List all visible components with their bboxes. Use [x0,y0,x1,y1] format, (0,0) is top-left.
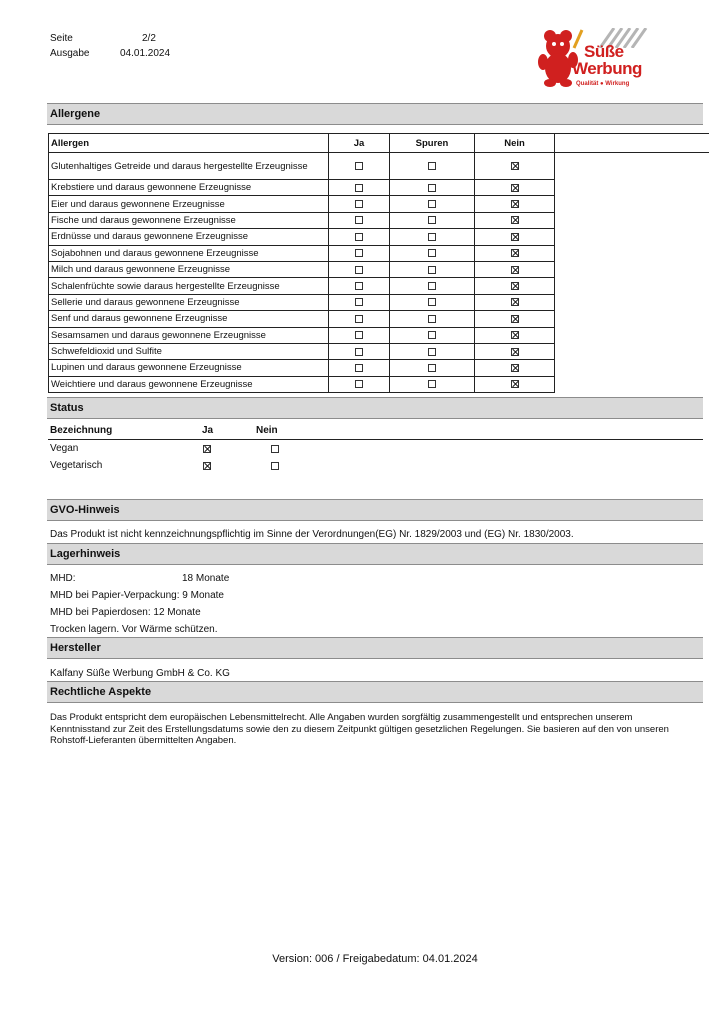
allergen-ja-cell [329,294,390,310]
nein-checkbox [511,331,519,339]
spuren-checkbox [428,282,436,290]
allergen-nein-cell [475,212,555,228]
legal-text: Das Produkt entspricht dem europäischen Lebensmittelrecht. Alle Angaben wurden sorgfältig zusammengestellt und entsprechen unserem Kenntnisstand zur Zeit des Erstellungsdatums sowie den zu diesem Zeitpunkt gültigen gesetzlichen Regelungen. Sie basieren auf den von unseren Rohstoff-Lieferanten übermittelten Angaben. [50,712,669,746]
logo-line1: Süße [584,42,624,61]
table-row [49,245,710,261]
spuren-checkbox [428,200,436,208]
spuren-checkbox [428,184,436,192]
company-logo [536,26,652,92]
nein-checkbox [511,315,519,323]
spuren-checkbox [428,348,436,356]
status-col-ja: Ja [202,425,214,436]
ja-checkbox [355,266,363,274]
ja-checkbox [355,216,363,224]
allergen-table [48,133,709,393]
ja-checkbox [355,200,363,208]
storage-section-title: Lagerhinweis [47,543,703,565]
status-nein-checkbox [271,445,279,453]
allergen-name: Krebstiere und daraus gewonnene Erzeugnisse [49,180,329,196]
nein-checkbox [511,216,519,224]
table-row [49,180,710,196]
table-row [49,294,710,310]
spuren-checkbox [428,380,436,388]
allergen-spuren-cell [390,196,475,212]
table-row [49,327,710,343]
allergen-name: Weichtiere und daraus gewonnene Erzeugnisse [49,376,329,392]
allergen-spuren-cell [390,311,475,327]
table-row [49,212,710,228]
gvo-section-title: GVO-Hinweis [47,499,703,521]
status-nein-checkbox [271,462,279,470]
page-value: 2/2 [142,33,156,44]
manufacturer-section-title: Hersteller [47,637,703,659]
nein-checkbox [511,298,519,306]
allergen-spuren-cell [390,327,475,343]
allergen-nein-cell [475,261,555,277]
allergens-section-title: Allergene [47,103,703,125]
allergen-name: Sellerie und daraus gewonnene Erzeugnisse [49,294,329,310]
allergen-nein-cell [475,327,555,343]
edition-value: 04.01.2024 [120,48,171,59]
nein-checkbox [511,200,519,208]
allergen-ja-cell [329,261,390,277]
allergen-spuren-cell [390,376,475,392]
spuren-checkbox [428,162,436,170]
ja-checkbox [355,162,363,170]
allergen-spuren-cell [390,180,475,196]
allergen-ja-cell [329,343,390,359]
status-name: Vegan [50,443,79,454]
ja-checkbox [355,184,363,192]
allergen-nein-cell [475,294,555,310]
allergen-name: Glutenhaltiges Getreide und daraus hergestellte Erzeugnisse [49,153,329,180]
allergen-nein-cell [475,278,555,294]
page-label: Seite [50,33,73,44]
table-row [49,376,710,392]
allergen-ja-cell [329,245,390,261]
nein-checkbox [511,348,519,356]
table-row [49,261,710,277]
nein-checkbox [511,282,519,290]
spuren-checkbox [428,266,436,274]
allergen-ja-cell [329,278,390,294]
allergen-nein-cell [475,311,555,327]
mhd-label: MHD: [50,573,76,584]
allergen-spuren-cell [390,212,475,228]
nein-checkbox [511,233,519,241]
status-section-title: Status [47,397,703,419]
footer-version: Version: 006 / Freigabedatum: 04.01.2024 [272,953,478,965]
spuren-checkbox [428,298,436,306]
allergen-ja-cell [329,229,390,245]
ja-checkbox [355,364,363,372]
table-row [49,196,710,212]
allergen-spuren-cell [390,245,475,261]
table-row [49,229,710,245]
allergen-header-row [49,134,710,153]
status-col-nein: Nein [256,425,278,436]
allergen-name: Erdnüsse und daraus gewonnene Erzeugnisse [49,229,329,245]
legal-section-title: Rechtliche Aspekte [47,681,703,703]
table-row [49,360,710,376]
edition-label: Ausgabe [50,48,90,59]
allergen-spuren-cell [390,153,475,180]
nein-checkbox [511,364,519,372]
table-row [49,153,710,180]
allergen-ja-cell [329,311,390,327]
ja-checkbox [355,315,363,323]
manufacturer-name: Kalfany Süße Werbung GmbH & Co. KG [50,668,230,679]
allergen-nein-cell [475,153,555,180]
allergen-spuren-cell [390,294,475,310]
allergen-nein-cell [475,245,555,261]
ja-checkbox [355,380,363,388]
logo-tagline: Qualität ● Wirkung [576,81,630,87]
status-row [48,458,703,474]
nein-checkbox [511,184,519,192]
allergen-col-ja: Ja [329,134,390,153]
allergen-name: Schalenfrüchte sowie daraus hergestellte Erzeugnisse [49,278,329,294]
nein-checkbox [511,249,519,257]
allergen-ja-cell [329,153,390,180]
allergen-ja-cell [329,180,390,196]
spuren-checkbox [428,249,436,257]
storage-line-paper-cans: MHD bei Papierdosen: 12 Monate [50,607,201,618]
allergen-nein-cell [475,180,555,196]
table-row [49,311,710,327]
allergen-col-nein: Nein [475,134,555,153]
allergen-spuren-cell [390,278,475,294]
allergen-nein-cell [475,229,555,245]
nein-checkbox [511,380,519,388]
status-name: Vegetarisch [50,460,103,471]
spuren-checkbox [428,315,436,323]
ja-checkbox [355,348,363,356]
allergen-name: Schwefeldioxid und Sulfite [49,343,329,359]
allergen-name: Milch und daraus gewonnene Erzeugnisse [49,261,329,277]
spuren-checkbox [428,364,436,372]
logo-line2: Werbung [572,59,642,78]
allergen-ja-cell [329,327,390,343]
allergen-ja-cell [329,196,390,212]
allergen-nein-cell [475,376,555,392]
status-col-name: Bezeichnung [50,425,113,436]
spuren-checkbox [428,331,436,339]
allergen-spuren-cell [390,343,475,359]
mhd-value: 18 Monate [182,573,230,584]
allergen-spuren-cell [390,360,475,376]
spuren-checkbox [428,233,436,241]
allergen-name: Sojabohnen und daraus gewonnene Erzeugnisse [49,245,329,261]
allergen-nein-cell [475,343,555,359]
status-ja-checkbox [203,462,211,470]
storage-line-paper-packaging: MHD bei Papier-Verpackung: 9 Monate [50,590,224,601]
allergen-ja-cell [329,376,390,392]
ja-checkbox [355,249,363,257]
allergen-name: Sesamsamen und daraus gewonnene Erzeugnisse [49,327,329,343]
table-row [49,278,710,294]
status-ja-checkbox [203,445,211,453]
spuren-checkbox [428,216,436,224]
nein-checkbox [511,266,519,274]
allergen-ja-cell [329,360,390,376]
allergen-nein-cell [475,360,555,376]
allergen-nein-cell [475,196,555,212]
allergen-col-spuren: Spuren [390,134,475,153]
ja-checkbox [355,233,363,241]
status-row [48,441,703,457]
allergen-spuren-cell [390,261,475,277]
allergen-spuren-cell [390,229,475,245]
table-row [49,343,710,359]
ja-checkbox [355,331,363,339]
ja-checkbox [355,298,363,306]
ja-checkbox [355,282,363,290]
allergen-name: Eier und daraus gewonnene Erzeugnisse [49,196,329,212]
allergen-name: Lupinen und daraus gewonnene Erzeugnisse [49,360,329,376]
status-header-row [48,423,703,440]
storage-line-conditions: Trocken lagern. Vor Wärme schützen. [50,624,218,635]
allergen-ja-cell [329,212,390,228]
allergen-name: Senf und daraus gewonnene Erzeugnisse [49,311,329,327]
gvo-text: Das Produkt ist nicht kennzeichnungspflichtig im Sinne der Verordnungen(EG) Nr. 1829/2003 und (EG) Nr. 1830/2003. [50,529,574,540]
allergen-name: Fische und daraus gewonnene Erzeugnisse [49,212,329,228]
nein-checkbox [511,162,519,170]
allergen-col-name: Allergen [49,134,329,153]
